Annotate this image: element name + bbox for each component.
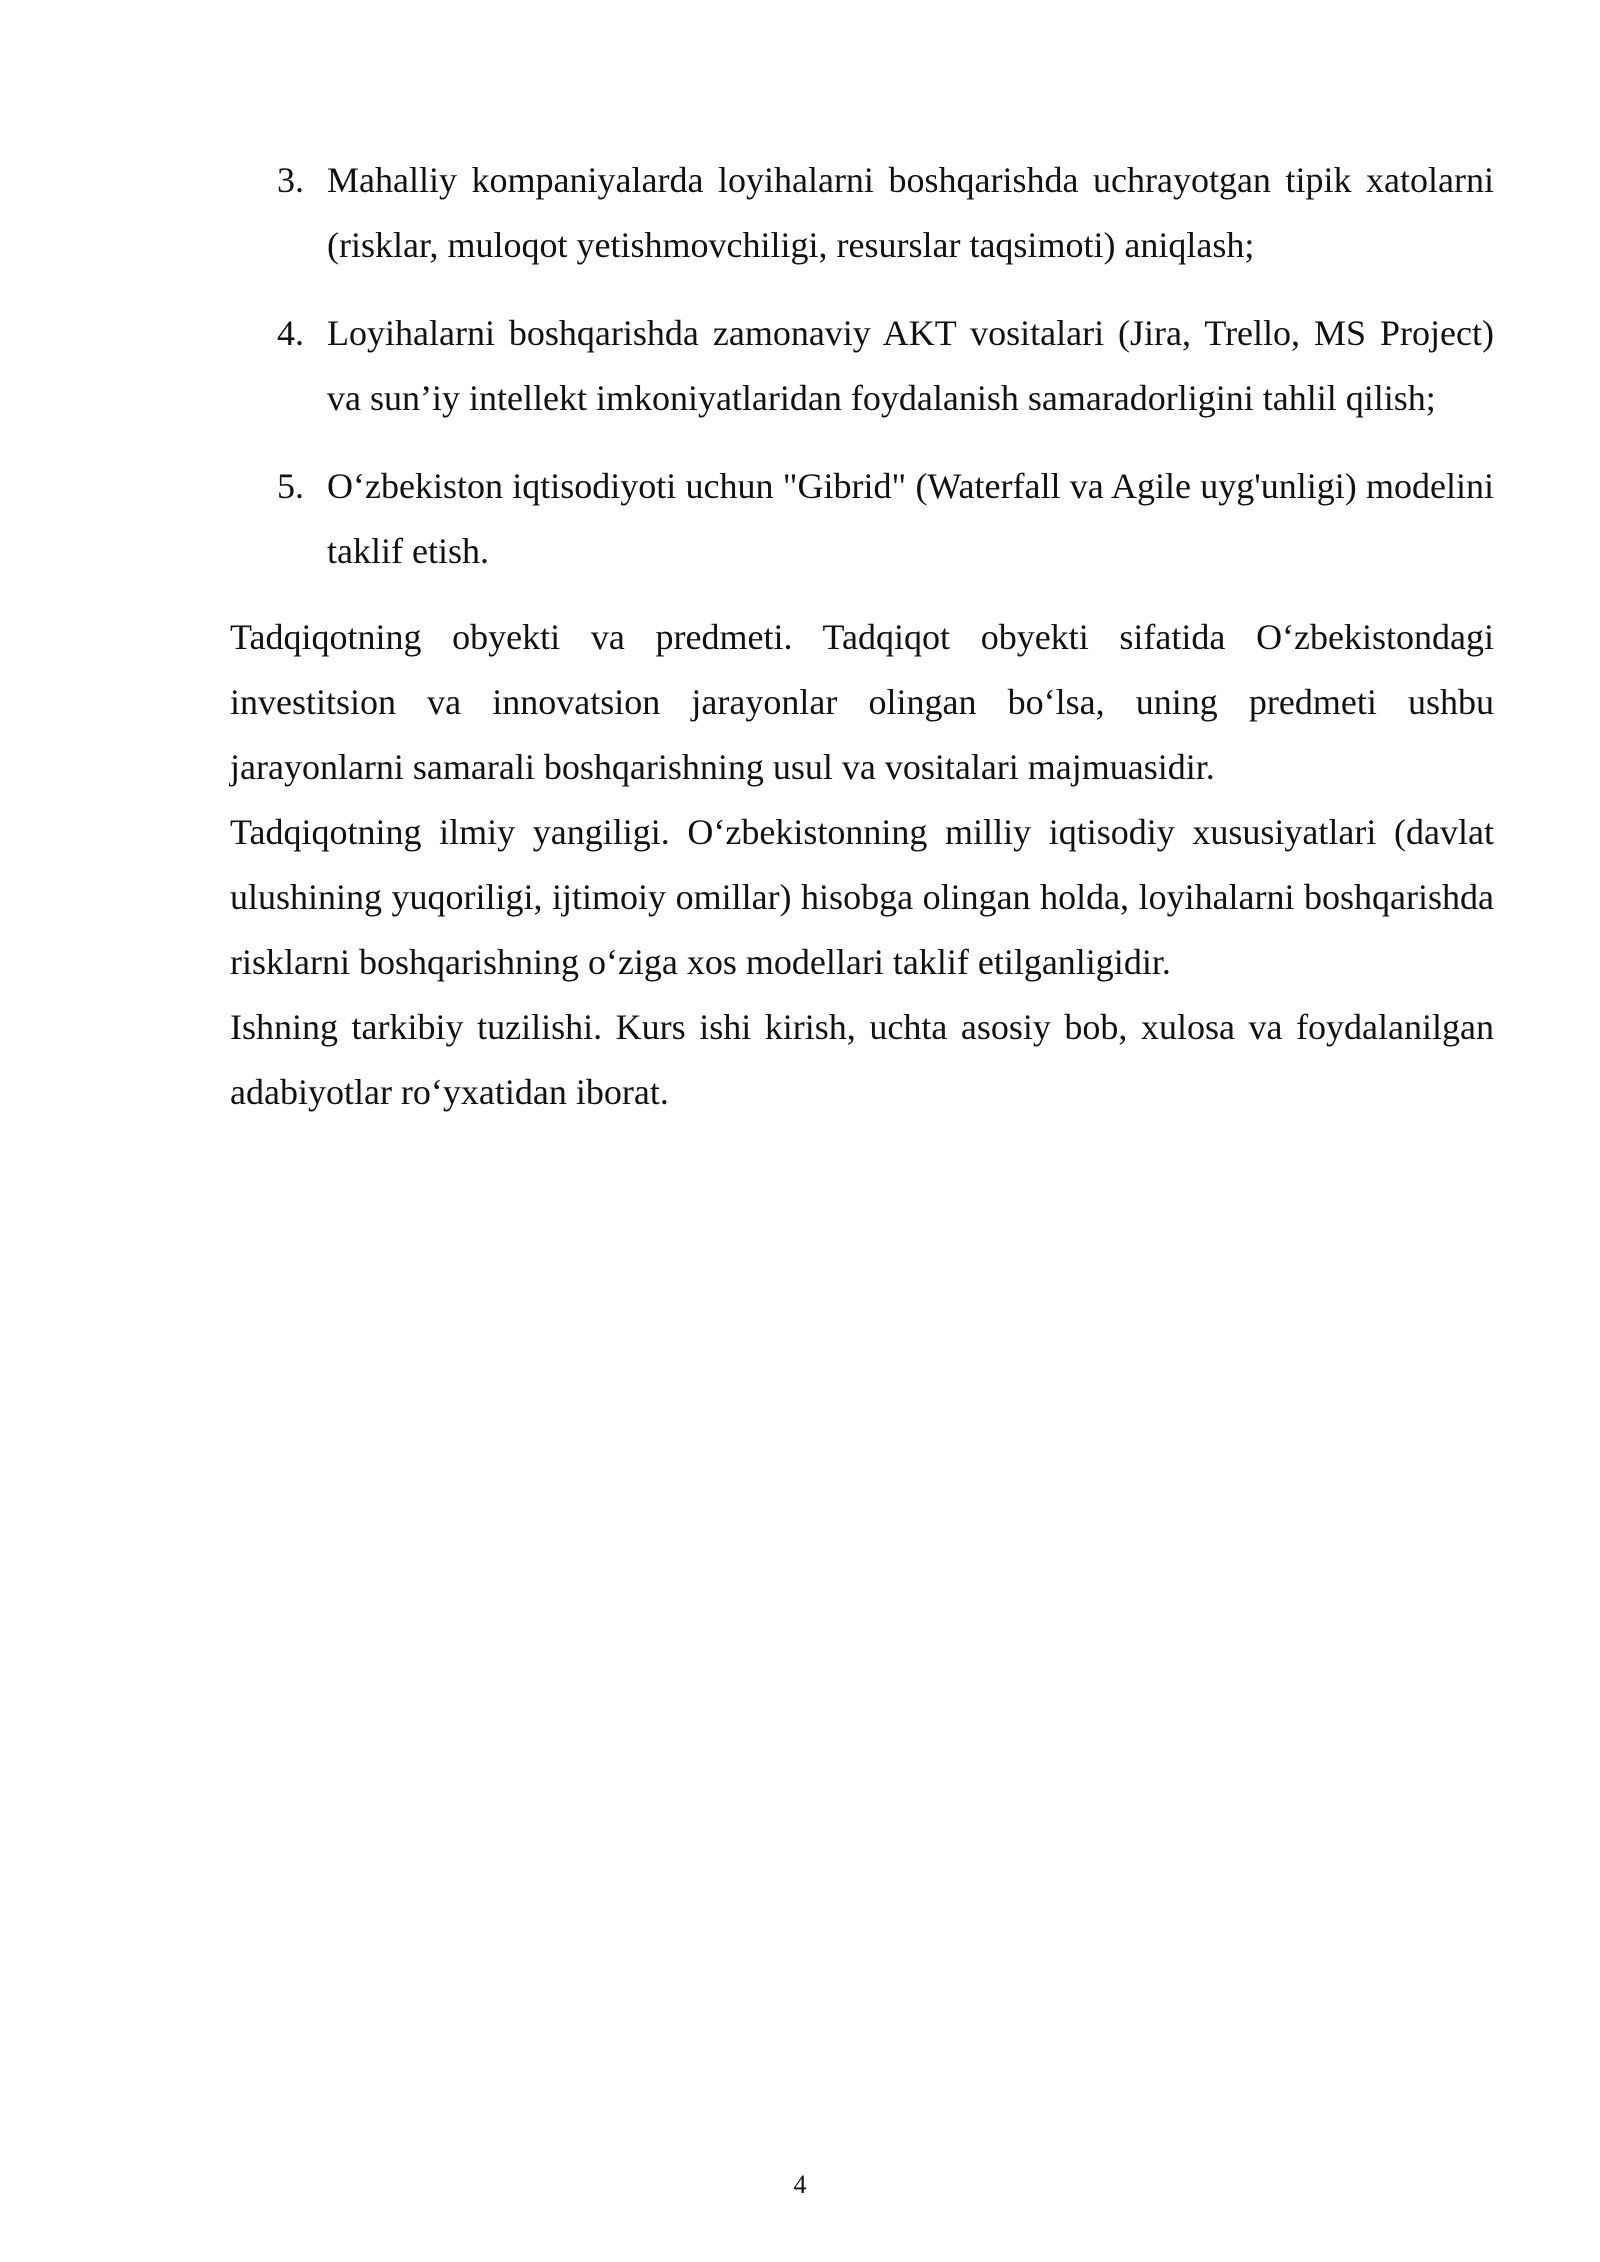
list-item-text: Loyihalarni boshqarishda zamonaviy AKT vositalari (Jira, Trello, MS Project) va sun’iy intellekt imkoniyatlaridan foydalanish samaradorligini tahlil qilish;	[327, 313, 1494, 418]
paragraph-scientific-novelty: Tadqiqotning ilmiy yangiligi. O‘zbekistonning milliy iqtisodiy xususiyatlari (davlat ulushining yuqoriligi, ijtimoiy omillar) hisobga olingan holda, loyihalarni boshqarishda risklarni boshqarishning o‘ziga xos modellari taklif etilganligidir.	[230, 812, 1494, 982]
list-number: 5.	[277, 466, 304, 506]
list-item-text: O‘zbekiston iqtisodiyoti uchun "Gibrid" (Waterfall va Agile uyg'unligi) modelini taklif etish.	[327, 466, 1494, 571]
paragraph-work-structure: Ishning tarkibiy tuzilishi. Kurs ishi kirish, uchta asosiy bob, xulosa va foydalanilgan adabiyotlar ro‘yxatidan iborat.	[230, 1007, 1494, 1112]
list-number: 3.	[277, 160, 304, 200]
numbered-list	[230, 148, 1494, 584]
list-item-5	[230, 454, 1494, 584]
list-item-3	[230, 148, 1494, 278]
list-number: 4.	[277, 313, 304, 353]
paragraph-research-object: Tadqiqotning obyekti va predmeti. Tadqiqot obyekti sifatida O‘zbekistondagi investitsion va innovatsion jarayonlar olingan bo‘lsa, uning predmeti ushbu jarayonlarni samarali boshqarishning usul va vositalari majmuasidir.	[230, 617, 1494, 787]
page-content	[230, 148, 1494, 1125]
page-number: 4	[793, 2170, 807, 2199]
list-item-4	[230, 301, 1494, 431]
list-item-text: Mahalliy kompaniyalarda loyihalarni boshqarishda uchrayotgan tipik xatolarni (risklar, muloqot yetishmovchiligi, resurslar taqsimoti) aniqlash;	[327, 160, 1494, 265]
